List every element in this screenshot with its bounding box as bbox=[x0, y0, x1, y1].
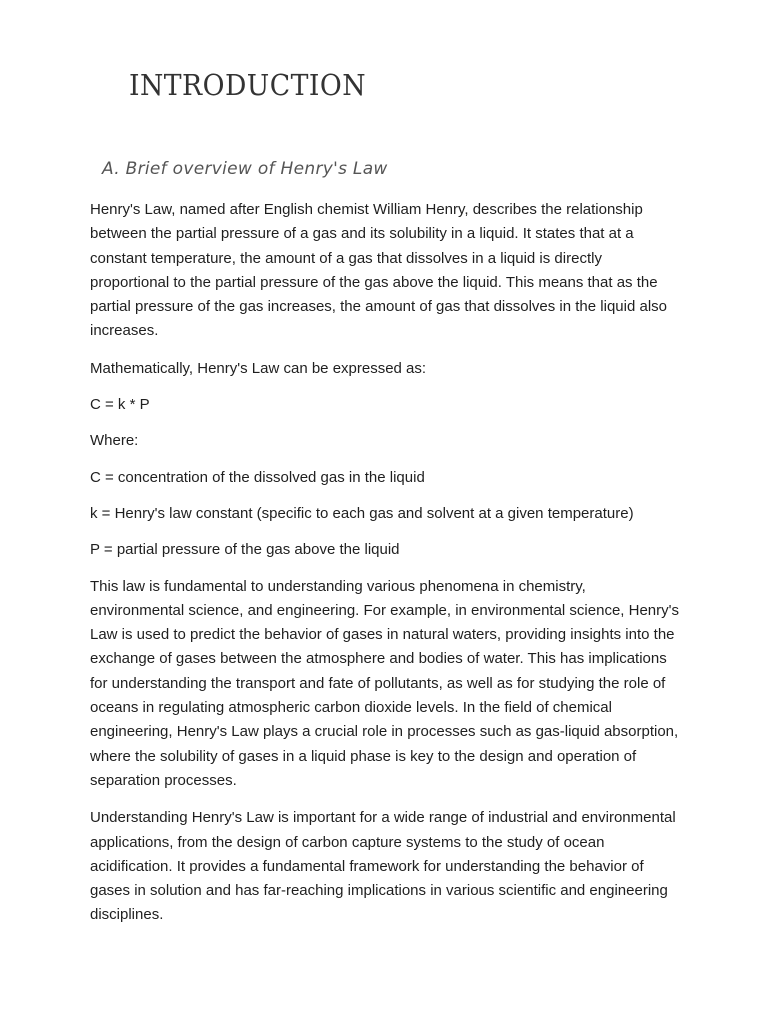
definition-p: P = partial pressure of the gas above the liquid bbox=[90, 541, 400, 559]
section-heading: A. Brief overview of Henry's Law bbox=[102, 159, 388, 179]
paragraph-importance: Understanding Henry's Law is important for a wide range of industrial and environmental applications, from the design of carbon capture systems to the study of ocean acidification. It provides a fundamental framework for understanding the behavior of gases in solution and has far-reaching implications in various scientific and engineering disciplines. bbox=[90, 809, 676, 924]
definition-k: k = Henry's law constant (specific to each gas and solvent at a given temperature) bbox=[90, 504, 634, 522]
paragraph-math-intro: Mathematically, Henry's Law can be expressed as: bbox=[90, 359, 427, 377]
body-text bbox=[90, 198, 680, 941]
paragraph-where: Where: bbox=[90, 432, 139, 450]
paragraph-definition: Henry's Law, named after English chemist William Henry, describes the relationship between the partial pressure of a gas and its solubility in a liquid. It states that at a constant temperature, the amount of a gas that dissolves in a liquid is directly proportional to the partial pressure of the gas above the liquid. This means that as the partial pressure of the gas increases, the amount of gas that dissolves in the liquid also increases. bbox=[90, 201, 667, 340]
page-title: INTRODUCTION bbox=[129, 68, 367, 102]
paragraph-applications: This law is fundamental to understanding various phenomena in chemistry, environmental science, and engineering. For example, in environmental science, Henry's Law is used to predict the behavior of gases in natural waters, providing insights into the exchange of gases between the atmosphere and bodies of water. This has implications for understanding the transport and fate of pollutants, as well as for studying the role of oceans in regulating atmospheric carbon dioxide levels. In the field of chemical engineering, Henry's Law plays a crucial role in processes such as gas-liquid absorption, where the solubility of gases in a liquid phase is key to the design and operation of separation processes. bbox=[90, 577, 680, 789]
equation: C = k * P bbox=[90, 396, 150, 414]
definition-c: C = concentration of the dissolved gas in the liquid bbox=[90, 468, 425, 486]
